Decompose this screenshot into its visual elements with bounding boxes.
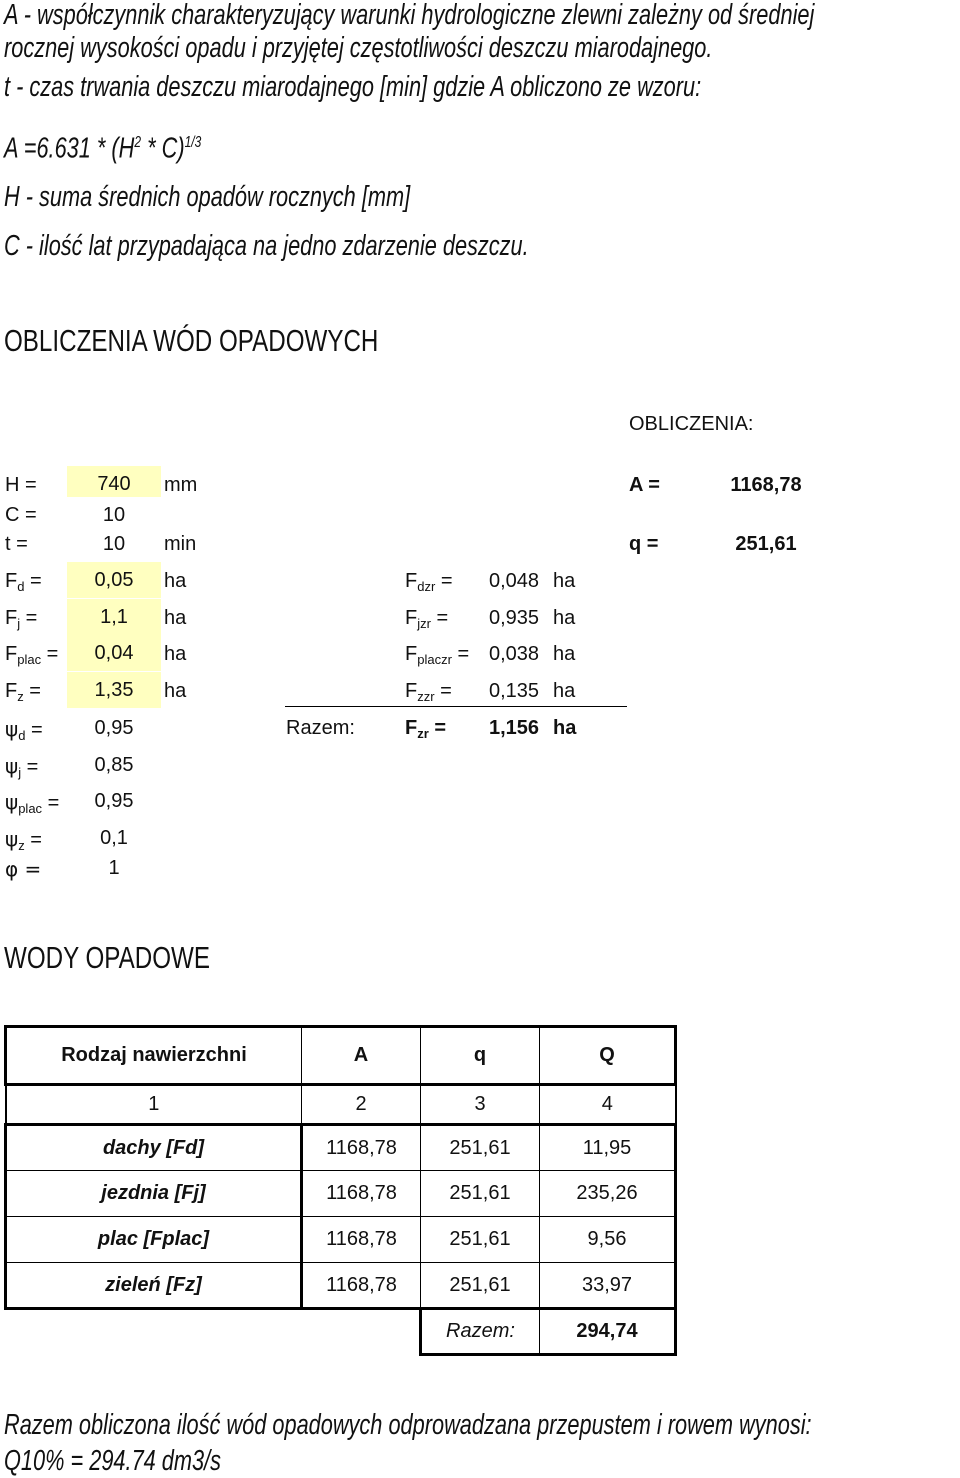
input-C-value[interactable]: 10 (102, 504, 126, 526)
section-title-stormwater-text: WODY OPADOWE (4, 940, 210, 975)
Fplaczr-value: 0,038 (488, 643, 540, 665)
row-type: plac [Fplac] (6, 1217, 302, 1263)
result-A-label: A = (629, 474, 660, 496)
Fzr-symbol: F (405, 717, 418, 739)
input-C-label: C = (5, 504, 37, 526)
row-A: 1168,78 (302, 1125, 421, 1171)
table-total-value: 294,74 (540, 1309, 676, 1355)
input-psij-value[interactable]: 0,85 (94, 754, 134, 776)
input-psiplac-label (5, 790, 59, 816)
table-row (6, 1171, 676, 1217)
Fz-equals: = (23, 680, 41, 702)
row-q: 251,61 (421, 1263, 540, 1309)
input-psiz-label (5, 827, 42, 853)
input-Fplac-unit: ha (164, 643, 187, 665)
Fplaczr-symbol: F (405, 643, 418, 665)
input-psiz-value[interactable]: 0,1 (100, 827, 128, 849)
table-total-label: Razem: (421, 1309, 540, 1355)
Fplaczr-unit: ha (553, 643, 576, 665)
Fdzr-subscript: dzr (417, 579, 436, 594)
col-number-3: 3 (421, 1085, 540, 1125)
row-A: 1168,78 (302, 1171, 421, 1217)
Fjzr-label (405, 607, 448, 631)
calc-label: OBLICZENIA: (629, 413, 754, 435)
result-A-value: 1168,78 (730, 474, 802, 496)
Fzr-value: 1,156 (488, 717, 540, 739)
table-number-row (6, 1085, 676, 1125)
intro-line-3-wrap (4, 70, 934, 104)
formula-exponent-1-3: 1/3 (184, 134, 202, 151)
row-type: dachy [Fd] (6, 1125, 302, 1171)
formula-exponent-2: 2 (134, 134, 142, 151)
row-q: 251,61 (421, 1217, 540, 1263)
input-Fz-label (5, 680, 41, 704)
header-Q: Q (540, 1027, 676, 1085)
row-type: jezdnia [Fj] (6, 1171, 302, 1217)
Fzr-label (405, 717, 446, 741)
table-row (6, 1263, 676, 1309)
input-Fz-value[interactable]: 1,35 (67, 672, 161, 708)
input-psiplac-value[interactable]: 0,95 (94, 790, 134, 812)
Fzr-subscript: zr (417, 726, 429, 741)
Fzr-unit: ha (553, 717, 577, 739)
Fdzr-label (405, 570, 453, 594)
reduced-total-label: Razem: (286, 717, 355, 739)
input-Fj-label (5, 607, 37, 631)
Fj-subscript: j (17, 616, 21, 631)
input-psid-label (5, 717, 43, 743)
input-psid-value[interactable]: 0,95 (94, 717, 134, 739)
row-Q: 235,26 (540, 1171, 676, 1217)
intro-line-5: H - suma średnich opadów rocznych [mm] (4, 181, 411, 213)
input-Fplac-label (5, 643, 58, 667)
stormwater-table (4, 1025, 677, 1356)
conclusion-line-1-wrap (4, 1408, 960, 1442)
row-type: zieleń [Fz] (6, 1263, 302, 1309)
input-Fj-value[interactable]: 1,1 (67, 599, 161, 635)
input-H-label: H = (5, 474, 37, 496)
Fz-symbol: F (5, 680, 18, 702)
header-surface-type: Rodzaj nawierzchni (6, 1027, 302, 1085)
table-total-row (6, 1309, 676, 1355)
intro-line-5-wrap (4, 180, 546, 214)
conclusion-line-2-wrap (4, 1444, 293, 1478)
Fplaczr-equals: = (451, 643, 470, 665)
intro-line-2-wrap (4, 31, 949, 65)
header-A: A (302, 1027, 421, 1085)
empty-cell (302, 1309, 421, 1355)
psiplac-equals: = (42, 792, 60, 814)
Fplaczr-label (405, 643, 469, 667)
row-Q: 33,97 (540, 1263, 676, 1309)
input-Fz-unit: ha (164, 680, 187, 702)
input-Fplac-value[interactable]: 0,04 (67, 635, 161, 671)
psiz-symbol: ψ (5, 827, 19, 851)
section-title-stormwater (4, 940, 268, 976)
Fjzr-subscript: jzr (417, 616, 431, 631)
Fzzr-value: 0,135 (488, 680, 540, 702)
input-Fd-value[interactable]: 0,05 (67, 562, 161, 598)
input-phi-label: φ = (5, 857, 42, 881)
result-q-label: q = (629, 533, 659, 555)
psid-symbol: ψ (5, 717, 19, 741)
Fzzr-subscript: zzr (417, 689, 435, 704)
input-H-unit: mm (164, 474, 198, 496)
Fjzr-unit: ha (553, 607, 576, 629)
psij-equals: = (21, 756, 39, 778)
Fdzr-symbol: F (405, 570, 418, 592)
input-Fj-unit: ha (164, 607, 187, 629)
Fjzr-equals: = (430, 607, 449, 629)
result-q-value: 251,61 (735, 533, 797, 555)
psij-subscript: j (18, 765, 22, 780)
empty-cell (6, 1309, 302, 1355)
input-H-value[interactable]: 740 (67, 466, 161, 497)
input-Fd-label (5, 570, 42, 594)
intro-line-2: rocznej wysokości opadu i przyjętej częstotliwości deszczu miarodajnego. (4, 32, 713, 64)
intro-line-1: A - współczynnik charakteryzujący warunki hydrologiczne zlewni zależny od średniej (4, 0, 815, 31)
Fjzr-value: 0,935 (488, 607, 540, 629)
Fplac-subscript: plac (17, 652, 42, 667)
col-number-1: 1 (6, 1085, 302, 1125)
Fplac-symbol: F (5, 643, 18, 665)
psiplac-subscript: plac (18, 801, 43, 816)
input-Fd-unit: ha (164, 570, 187, 592)
conclusion-line-2: Q10% = 294.74 dm3/s (4, 1445, 222, 1477)
psiplac-symbol: ψ (5, 790, 19, 814)
Fplaczr-subscript: placzr (417, 652, 452, 667)
formula-part-a: A =6.631 * (H (4, 132, 135, 165)
row-q: 251,61 (421, 1125, 540, 1171)
row-Q: 11,95 (540, 1125, 676, 1171)
formula-part-b: * C) (141, 132, 185, 165)
psiz-subscript: z (18, 838, 25, 853)
input-t-unit: min (164, 533, 197, 555)
psid-subscript: d (18, 728, 26, 743)
input-t-value[interactable]: 10 (102, 533, 126, 555)
col-number-2: 2 (302, 1085, 421, 1125)
Fz-subscript: z (17, 689, 24, 704)
conclusion-line-1: Razem obliczona ilość wód opadowych odprowadzana przepustem i rowem wynosi: (4, 1409, 812, 1441)
intro-text-block (4, 0, 960, 32)
intro-line-6-wrap (4, 229, 704, 263)
Fdzr-unit: ha (553, 570, 576, 592)
Fzzr-equals: = (434, 680, 452, 702)
Fzzr-label (405, 680, 452, 704)
Fdzr-value: 0,048 (488, 570, 540, 592)
Fzr-equals: = (428, 717, 447, 739)
Fdzr-equals: = (435, 570, 453, 592)
section-title-calculations (4, 323, 484, 359)
intro-line-6: C - ilość lat przypadająca na jedno zdarzenie deszczu. (4, 230, 529, 262)
row-A: 1168,78 (302, 1263, 421, 1309)
sum-divider (285, 706, 627, 707)
table-row (6, 1217, 676, 1263)
Fd-subscript: d (17, 579, 25, 594)
row-Q: 9,56 (540, 1217, 676, 1263)
input-phi-value[interactable]: 1 (108, 857, 120, 879)
header-q: q (421, 1027, 540, 1085)
section-title-calculations-text: OBLICZENIA WÓD OPADOWYCH (4, 323, 379, 358)
row-q: 251,61 (421, 1171, 540, 1217)
Fj-equals: = (20, 607, 38, 629)
Fd-symbol: F (5, 570, 18, 592)
formula (4, 126, 267, 166)
intro-line-3: t - czas trwania deszczu miarodajnego [min] gdzie A obliczono ze wzoru: (4, 71, 702, 103)
row-A: 1168,78 (302, 1217, 421, 1263)
table-header-row (6, 1027, 676, 1085)
col-number-4: 4 (540, 1085, 676, 1125)
table-row (6, 1125, 676, 1171)
psid-equals: = (25, 719, 43, 741)
Fd-equals: = (24, 570, 42, 592)
Fj-symbol: F (5, 607, 18, 629)
psij-symbol: ψ (5, 754, 19, 778)
Fzzr-unit: ha (553, 680, 576, 702)
Fjzr-symbol: F (405, 607, 418, 629)
input-psij-label (5, 754, 38, 780)
psiz-equals: = (24, 829, 42, 851)
Fzzr-symbol: F (405, 680, 418, 702)
Fplac-equals: = (41, 643, 59, 665)
input-t-label: t = (5, 533, 28, 555)
